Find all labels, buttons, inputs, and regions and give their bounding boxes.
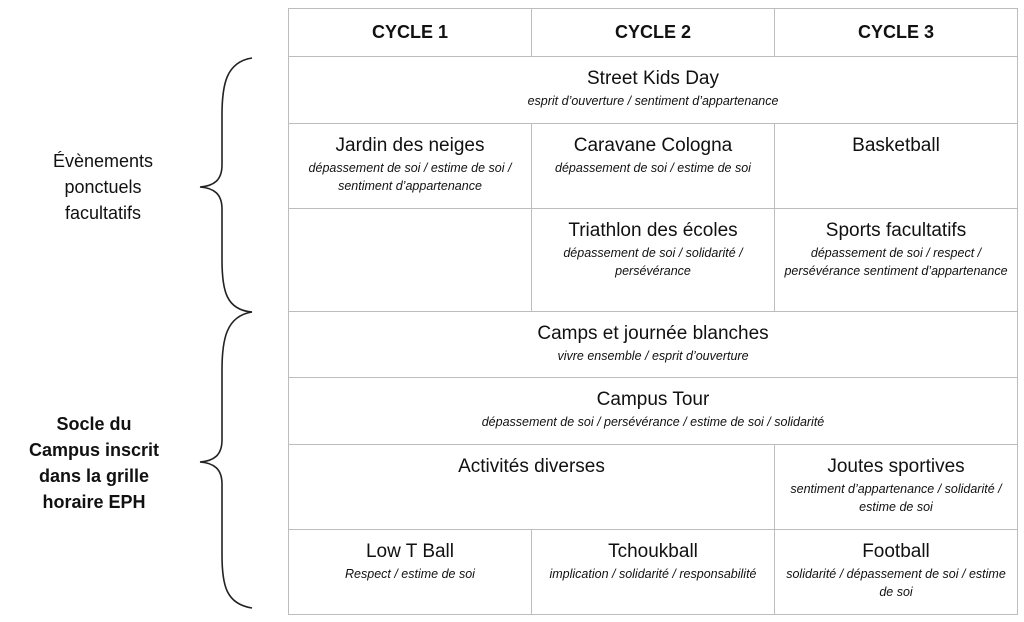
optional-events-label-line: Évènements bbox=[52, 151, 154, 171]
activity-values: dépassement de soi / persévérance / estime de soi / solidarité bbox=[481, 415, 825, 429]
activity-values: Respect / estime de soi bbox=[345, 567, 475, 581]
joutes-sportives-cell bbox=[775, 445, 1018, 530]
campus-tour-cell bbox=[289, 378, 1018, 445]
activity-title: Sports facultatifs bbox=[825, 220, 967, 241]
caravane-cologna-cell bbox=[532, 124, 775, 209]
activity-grid bbox=[288, 8, 1018, 615]
triathlon-cell bbox=[532, 209, 775, 312]
activity-values: vivre ensemble / esprit d’ouverture bbox=[557, 349, 749, 363]
activity-title: Football bbox=[862, 541, 930, 562]
activity-title: Joutes sportives bbox=[827, 456, 965, 477]
campus-core-label-line: Campus inscrit bbox=[28, 440, 160, 460]
table-row bbox=[289, 312, 1018, 378]
activity-title: Campus Tour bbox=[596, 389, 710, 410]
cycle-1-header: CYCLE 1 bbox=[289, 9, 532, 57]
jardin-des-neiges-cell bbox=[289, 124, 532, 209]
activity-title: Basketball bbox=[852, 135, 940, 156]
activity-values: implication / solidarité / responsabilité bbox=[549, 567, 757, 581]
header-row bbox=[289, 9, 1018, 57]
activity-values: sentiment d’appartenance / solidarité / estime de soi bbox=[790, 482, 1002, 514]
activites-diverses-cell bbox=[289, 445, 775, 530]
activity-title: Camps et journée blanches bbox=[537, 323, 769, 344]
activity-title: Low T Ball bbox=[365, 541, 454, 562]
street-kids-day-cell bbox=[289, 57, 1018, 124]
activity-title: Jardin des neiges bbox=[335, 135, 485, 156]
optional-events-label-line: facultatifs bbox=[64, 203, 142, 223]
tchoukball-cell bbox=[532, 530, 775, 615]
football-cell bbox=[775, 530, 1018, 615]
top-curly-brace bbox=[200, 58, 252, 312]
empty-cell bbox=[289, 209, 532, 312]
table-row bbox=[289, 445, 1018, 530]
basketball-cell bbox=[775, 124, 1018, 209]
campus-core-label-line: horaire EPH bbox=[42, 492, 146, 512]
optional-events-label bbox=[18, 148, 188, 226]
campus-core-label-line: dans la grille bbox=[38, 466, 150, 486]
activity-values: dépassement de soi / estime de soi bbox=[555, 161, 751, 175]
activity-values: solidarité / dépassement de soi / estime de soi bbox=[786, 567, 1006, 599]
sports-facultatifs-cell bbox=[775, 209, 1018, 312]
bottom-curly-brace bbox=[200, 312, 252, 608]
cycle-2-header: CYCLE 2 bbox=[532, 9, 775, 57]
table-row bbox=[289, 378, 1018, 445]
activity-title: Activités diverses bbox=[458, 456, 605, 477]
activity-values: esprit d’ouverture / sentiment d’appartenance bbox=[527, 94, 779, 108]
table-row bbox=[289, 530, 1018, 615]
table-row bbox=[289, 124, 1018, 209]
activity-values: dépassement de soi / respect / persévérance sentiment d’appartenance bbox=[784, 246, 1008, 278]
activity-values: dépassement de soi / estime de soi / sentiment d’appartenance bbox=[308, 161, 512, 193]
activity-title: Caravane Cologna bbox=[573, 135, 733, 156]
activity-title: Street Kids Day bbox=[587, 68, 719, 89]
activity-values: dépassement de soi / solidarité / persévérance bbox=[563, 246, 743, 278]
camps-cell bbox=[289, 312, 1018, 378]
activity-title: Tchoukball bbox=[608, 541, 698, 562]
optional-events-label-line: ponctuels bbox=[64, 177, 142, 197]
campus-core-label bbox=[4, 411, 184, 515]
table-row bbox=[289, 57, 1018, 124]
table-row bbox=[289, 209, 1018, 312]
activity-title: Triathlon des écoles bbox=[568, 220, 738, 241]
cycle-3-header: CYCLE 3 bbox=[775, 9, 1018, 57]
low-t-ball-cell bbox=[289, 530, 532, 615]
campus-core-label-line: Socle du bbox=[56, 414, 132, 434]
